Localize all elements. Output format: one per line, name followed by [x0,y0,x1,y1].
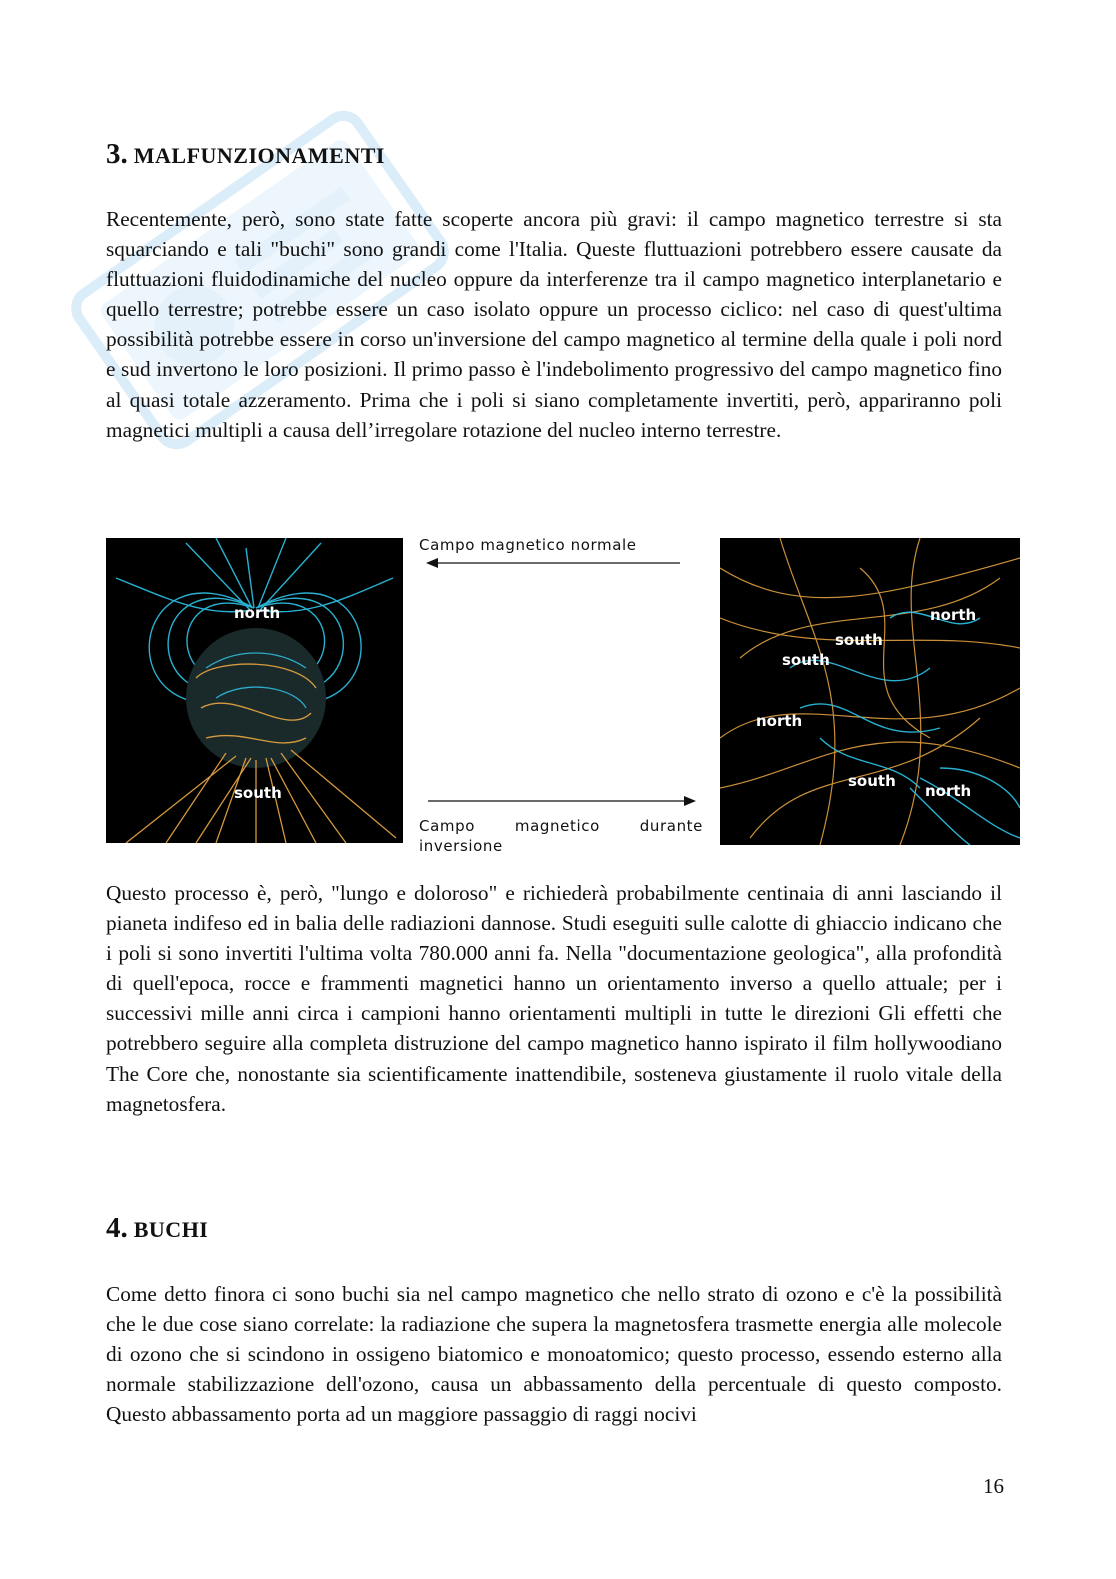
inversion-field-image [720,538,1020,845]
arrow-left-icon [426,556,682,570]
right-label-north-2: north [756,712,803,730]
section-4-number: 4. [106,1212,128,1244]
section-4-heading [106,1212,208,1245]
page-number: 16 [983,1474,1004,1498]
right-label-north-3: north [925,782,972,800]
left-label-north: north [234,604,281,622]
right-label-north-1: north [930,606,977,624]
section-3-title: MALFUNZIONAMENTI [133,143,385,168]
arrow-right-icon [428,794,696,808]
section-3-number: 3. [106,138,128,170]
section-4-title: BUCHI [133,1217,209,1242]
section-3-paragraph-1: Recentemente, però, sono state fatte scoperte ancora più gravi: il campo magnetico terrestre si sta squarciando e tali "buchi" sono grandi come l'Italia. Queste fluttuazioni potrebbero essere causate da fluttuazioni fluidodinamiche del nucleo oppure da interferenze tra il campo magnetico interplanetario e quello terrestre; potrebbe essere un caso isolato oppure un processo ciclico: nel caso di quest'ultima possibilità potrebbe essere in corso un'inversione del campo magnetico al termine della quale i poli nord e sud invertono le loro posizioni. Il primo passo è l'indebolimento progressivo del campo magnetico fino al quasi totale azzeramento. Prima che i poli si siano completamente invertiti, però, appariranno poli magnetici multipli a causa dell’irregolare rotazione del nucleo interno terrestre. [106,207,1002,442]
left-label-south: south [234,784,282,802]
section-3-paragraph-2: Questo processo è, però, "lungo e doloroso" e richiederà probabilmente centinaia di anni lasciando il pianeta indifeso ed in balia delle radiazioni dannose. Studi eseguiti sulle calotte di ghiaccio indicano che i poli si sono invertiti l'ultima volta 780.000 anni fa. Nella "documentazione geologica", alla profondità di quell'epoca, rocce e frammenti magnetici hanno un orientamento inverso a quello attuale; per i successivi mille anni circa i campioni hanno orientamenti multipli in tutte le direzioni Gli effetti che potrebbero seguire alla completa distruzione del campo magnetico hanno ispirato il film hollywoodiano The Core che, nonostante sia scientificamente inattendibile, sosteneva giustamente il ruolo vitale della magnetosfera. [106,881,1002,1116]
right-label-south-1: south [835,631,883,649]
right-label-south-2: south [782,651,830,669]
section-3-heading [106,138,385,171]
right-label-south-3: south [848,772,896,790]
caption-normal: Campo magnetico normale [419,536,637,554]
section-4-paragraph-1: Come detto finora ci sono buchi sia nel campo magnetico che nello strato di ozono e c'è la possibilità che le due cose siano correlate: la radiazione che supera la magnetosfera trasmette energia alle molecole di ozono che si scindono in ossigeno biatomico e monoatomico; questo processo, essendo esterno alla normale stabilizzazione dell'ozono, causa un abbassamento della percentuale di questo composto. Questo abbassamento porta ad un maggiore passaggio di raggi nocivi [106,1282,1002,1427]
caption-inversion: Campo magnetico durante inversione [419,817,703,855]
normal-field-image [106,538,403,843]
